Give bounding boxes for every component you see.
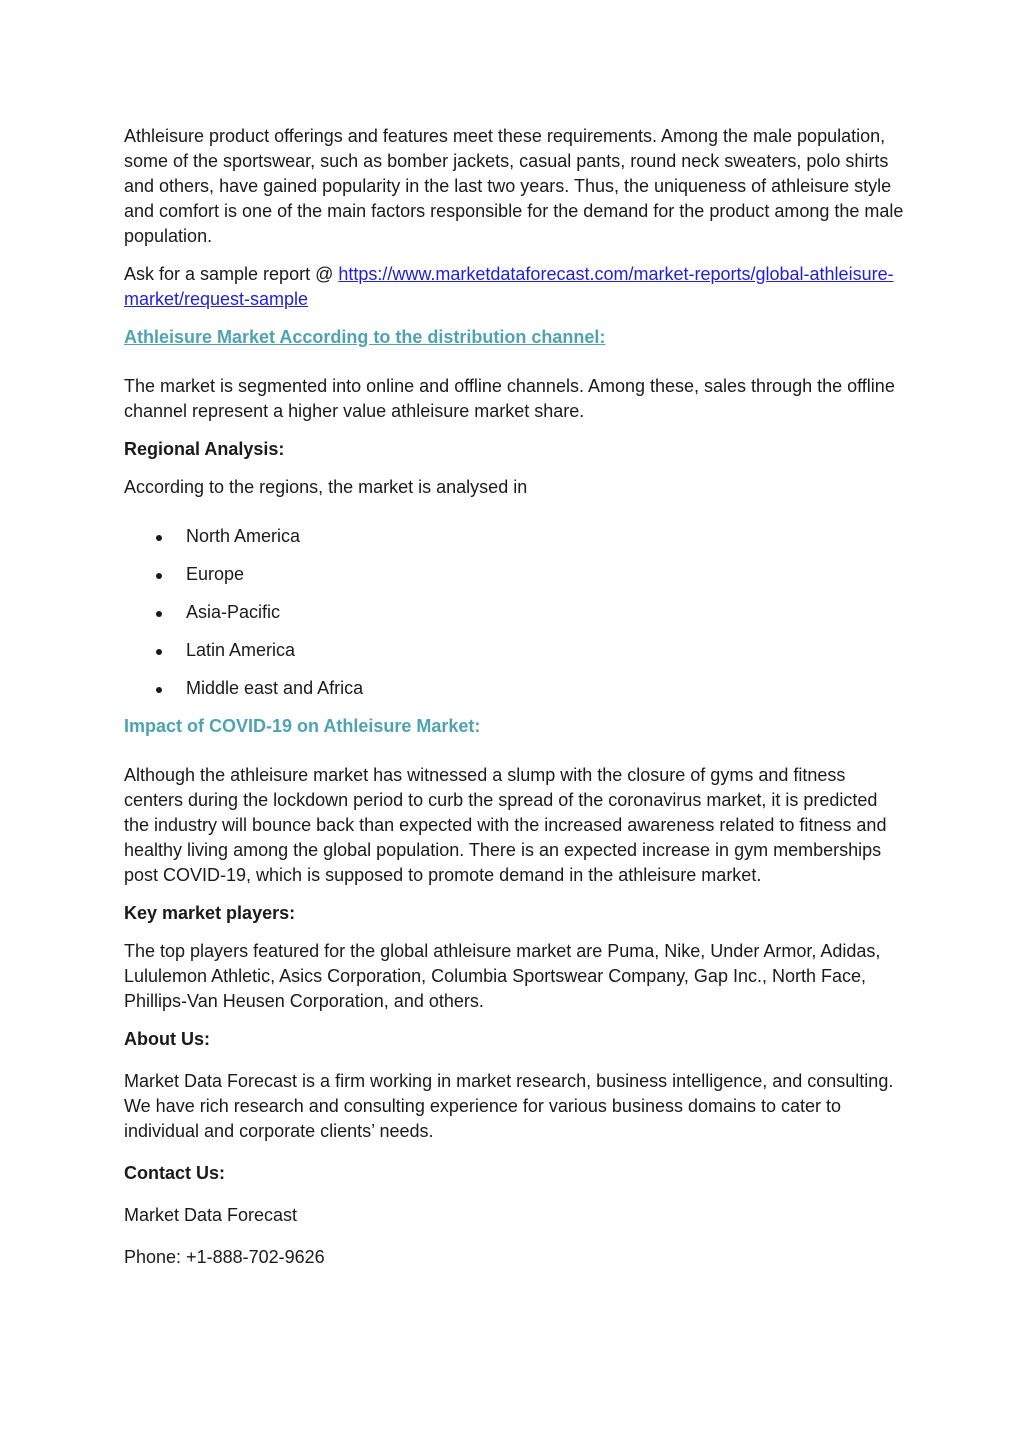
- region-label: North America: [186, 526, 301, 546]
- list-item: [124, 676, 904, 701]
- regions-list: [124, 524, 904, 701]
- list-item: [124, 524, 904, 549]
- sample-request-line: [124, 262, 904, 312]
- regional-intro: According to the regions, the market is analysed in: [124, 477, 528, 497]
- bullet-icon: [156, 573, 162, 579]
- document-page: [124, 124, 904, 1270]
- list-item: [124, 600, 904, 625]
- contact-company: Market Data Forecast: [124, 1205, 298, 1225]
- sample-request-prefix: Ask for a sample report @: [124, 264, 339, 284]
- sample-request-link[interactable]: https://www.marketdataforecast.com/market-reports/global-athleisure-market/request-sample: [124, 264, 894, 309]
- list-item: [124, 562, 904, 587]
- region-label: Asia-Pacific: [186, 602, 281, 622]
- regional-heading: Regional Analysis:: [124, 439, 285, 459]
- distribution-paragraph: The market is segmented into online and offline channels. Among these, sales through the offline channel represent a higher value athleisure market share.: [124, 376, 895, 421]
- about-paragraph: Market Data Forecast is a firm working in market research, business intelligence, and consulting. We have rich research and consulting experience for various business domains to cater to individual and corporate clients’ needs.: [124, 1071, 894, 1141]
- covid-paragraph: Although the athleisure market has witnessed a slump with the closure of gyms and fitness centers during the lockdown period to curb the spread of the coronavirus market, it is predicted the industry will bounce back than expected with the increased awareness related to fitness and healthy living among the global population. There is an expected increase in gym memberships post COVID-19, which is supposed to promote demand in the athleisure market.: [124, 765, 887, 885]
- bullet-icon: [156, 611, 162, 617]
- region-label: Europe: [186, 564, 245, 584]
- region-label: Latin America: [186, 640, 296, 660]
- players-heading: Key market players:: [124, 903, 296, 923]
- covid-heading: Impact of COVID-19 on Athleisure Market:: [124, 716, 481, 736]
- players-paragraph: The top players featured for the global athleisure market are Puma, Nike, Under Armor, Adidas, Lululemon Athletic, Asics Corporation, Columbia Sportswear Company, Gap Inc., North Face, Phillips-Van Heusen Corporation, and others.: [124, 941, 881, 1011]
- bullet-icon: [156, 535, 162, 541]
- contact-phone: Phone: +1-888-702-9626: [124, 1247, 325, 1267]
- contact-heading: Contact Us:: [124, 1163, 226, 1183]
- bullet-icon: [156, 649, 162, 655]
- bullet-icon: [156, 687, 162, 693]
- intro-paragraph: Athleisure product offerings and features meet these requirements. Among the male population, some of the sportswear, such as bomber jackets, casual pants, round neck sweaters, polo shirts and others, have gained popularity in the last two years. Thus, the uniqueness of athleisure style and comfort is one of the main factors responsible for the demand for the product among the male population.: [124, 126, 904, 246]
- region-label: Middle east and Africa: [186, 678, 364, 698]
- list-item: [124, 638, 904, 663]
- distribution-heading: Athleisure Market According to the distribution channel:: [124, 327, 606, 347]
- about-heading: About Us:: [124, 1029, 210, 1049]
